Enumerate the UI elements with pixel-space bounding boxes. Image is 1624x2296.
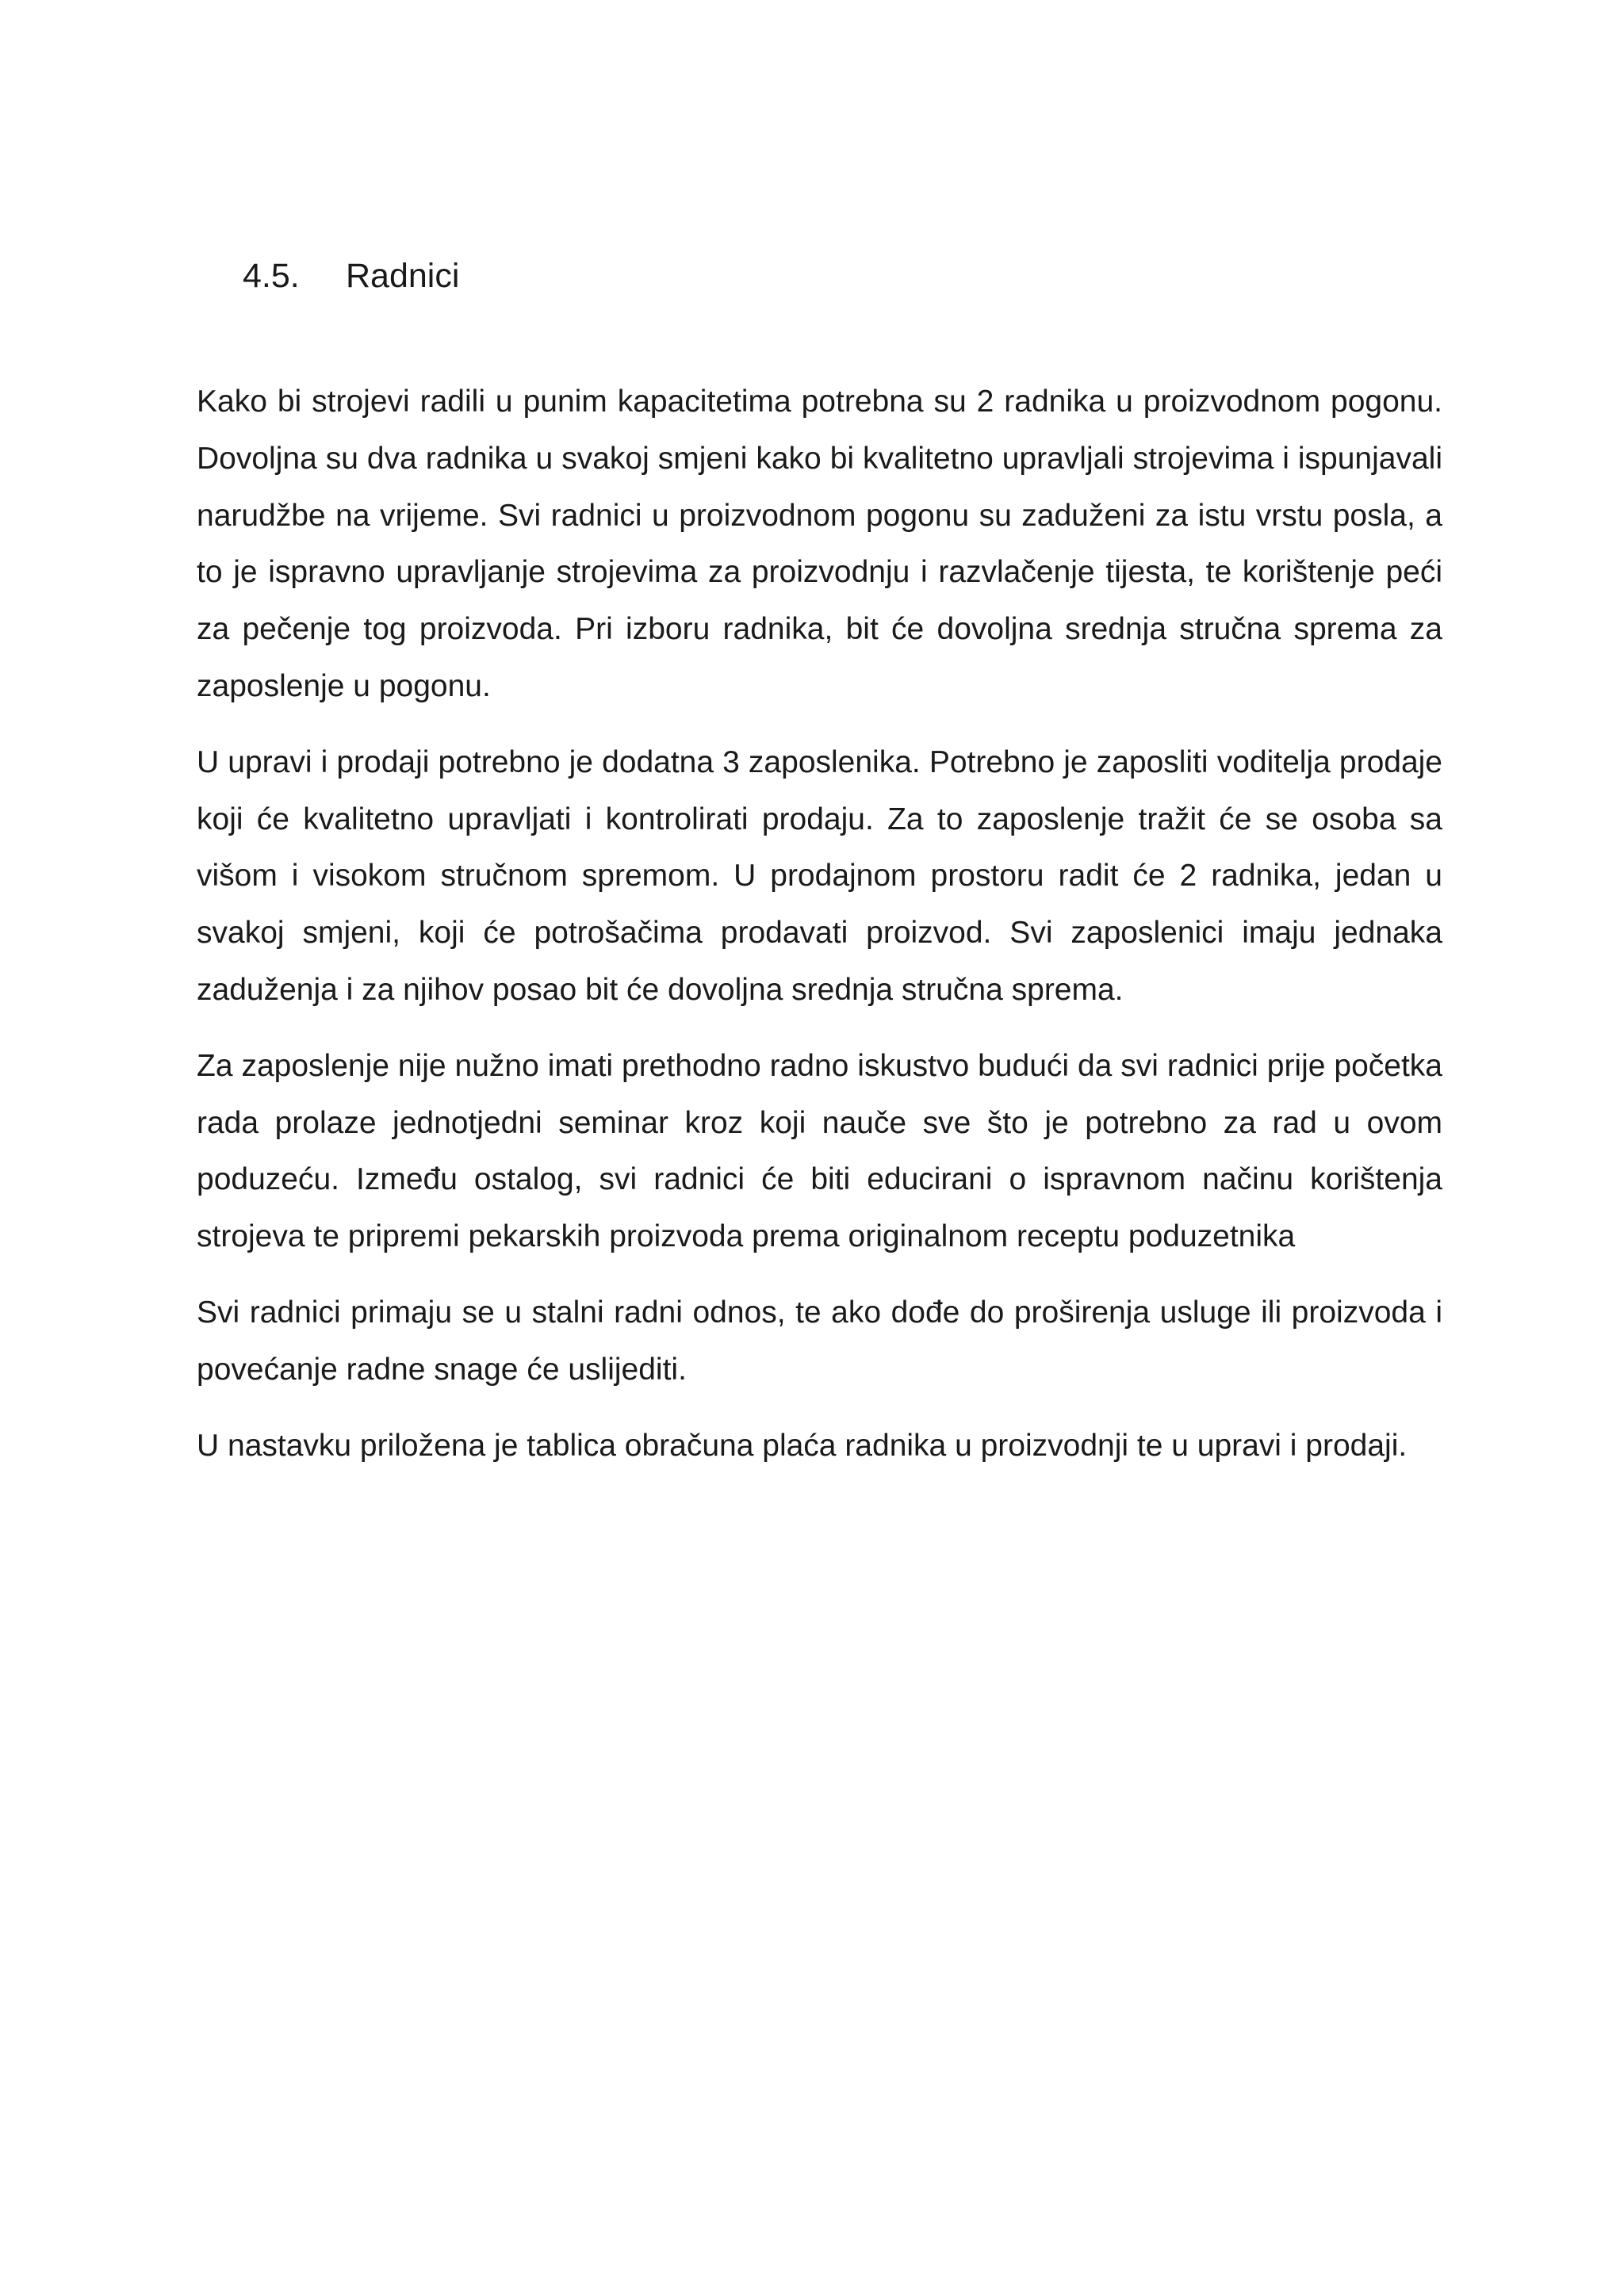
paragraph-2: U upravi i prodaji potrebno je dodatna 3 zaposlenika. Potrebno je zaposliti voditelja prodaje koji će kvalitetno upravljati i kontrolirati prodaju. Za to zaposlenje tražit će se osoba sa višom i visokom stručnom spremom. U prodajnom prostoru radit će 2 radnika, jedan u svakoj smjeni, koji će potrošačima prodavati proizvod. Svi zaposlenici imaju jednaka zaduženja i za njihov posao bit će dovoljna srednja stručna sprema. xyxy=(197,744,1442,1007)
section-heading xyxy=(243,252,459,300)
paragraph-5: U nastavku priložena je tablica obračuna plaća radnika u proizvodnji te u upravi i prodaji. xyxy=(197,1428,1408,1463)
paragraph-3: Za zaposlenje nije nužno imati prethodno radno iskustvo budući da svi radnici prije početka rada prolaze jednotjedni seminar kroz koji nauče sve što je potrebno za rad u ovom poduzeću. Između ostalog, svi radnici će biti educirani o ispravnom načinu korištenja strojeva te pripremi pekarskih proizvoda prema originalnom receptu poduzetnika xyxy=(197,1048,1442,1254)
section-number: 4.5. xyxy=(243,257,300,295)
section-title: Radnici xyxy=(346,257,460,295)
section-body xyxy=(197,373,1442,1493)
paragraph-4: Svi radnici primaju se u stalni radni odnos, te ako dođe do proširenja usluge ili proizvoda i povećanje radne snage će uslijediti. xyxy=(197,1295,1442,1387)
paragraph-1: Kako bi strojevi radili u punim kapacitetima potrebna su 2 radnika u proizvodnom pogonu. Dovoljna su dva radnika u svakoj smjeni kako bi kvalitetno upravljali strojevima i ispunjavali narudžbe na vrijeme. Svi radnici u proizvodnom pogonu su zaduženi za istu vrstu posla, a to je ispravno upravljanje strojevima za proizvodnju i razvlačenje tijesta, te korištenje peći za pečenje tog proizvoda. Pri izboru radnika, bit će dovoljna srednja stručna sprema za zaposlenje u pogonu. xyxy=(197,385,1442,703)
